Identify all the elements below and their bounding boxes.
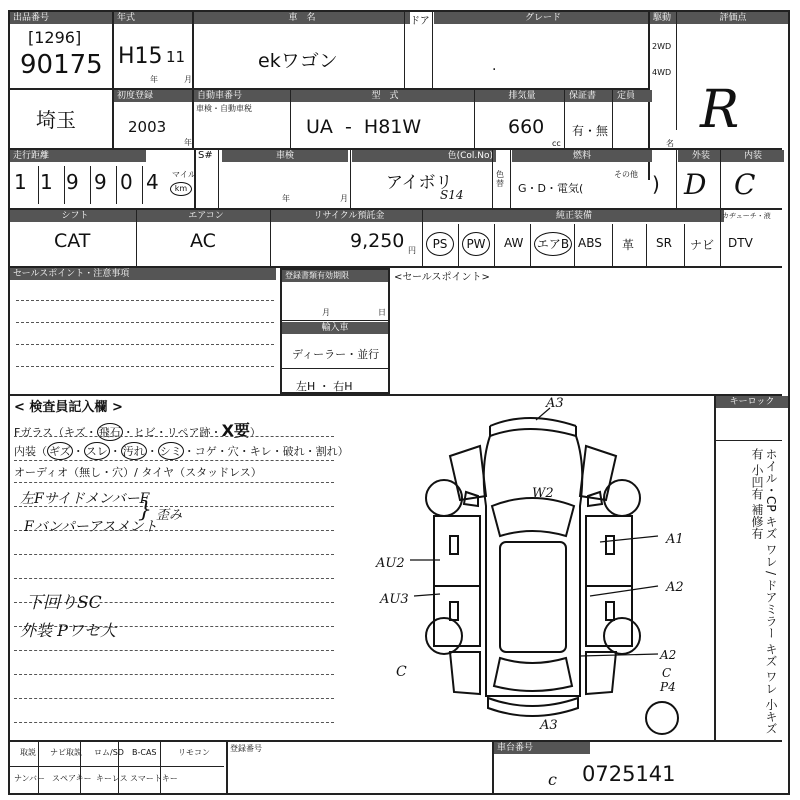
- regdoc-label: 登録書類有効期限: [282, 270, 388, 282]
- equip-item: SR: [656, 236, 672, 250]
- year-month: 11: [166, 48, 186, 66]
- shift-label: シフト: [10, 210, 140, 222]
- drive-label: 駆動: [650, 12, 680, 24]
- equip-item: PW: [462, 232, 490, 256]
- year-label: 年式: [114, 12, 196, 24]
- wheel-rear-right: [604, 618, 640, 654]
- equip-item: ナビ: [690, 238, 715, 252]
- color-code: S14: [440, 188, 464, 202]
- ac-value: AC: [190, 230, 216, 252]
- exterior-grade-label: 外装: [678, 150, 724, 162]
- handwritten-note-1: 左FサイドメンバーF: [20, 491, 150, 507]
- footer-item: ナビ取説: [50, 748, 82, 757]
- footer-item: B-CAS: [132, 748, 157, 757]
- mileage-digit: 9: [94, 170, 107, 194]
- lot-sub: [1296]: [28, 28, 82, 47]
- handwritten-note-3: 外装 Pワセ大: [20, 621, 116, 640]
- grade-mark: ·: [492, 62, 497, 78]
- door-label: ドア: [410, 16, 430, 27]
- equip-item: PS: [426, 232, 454, 256]
- footer-item: リモコン: [178, 748, 210, 757]
- left-rear-fender: [450, 652, 480, 694]
- front-bumper: [490, 418, 576, 426]
- door-handle: [450, 536, 458, 554]
- interior-grade-label: 内装: [722, 150, 784, 162]
- handwritten-note-1b: Fバンパーアスメント: [24, 519, 158, 535]
- wheel-front-left: [426, 480, 462, 516]
- inspector-title: < 検査員記入欄 >: [14, 400, 123, 415]
- shift-value: CAT: [54, 230, 91, 252]
- color-value: アイボリ: [386, 173, 453, 193]
- damage-a2: A2: [666, 580, 684, 595]
- inspector-line-audio: オーディオ（無し・穴）/ タイヤ（スタッドレス）: [14, 466, 262, 479]
- mileage-digit: 9: [66, 170, 79, 194]
- import-type: ディーラー・並行: [292, 348, 380, 361]
- lot-label: 出品番号: [10, 12, 120, 24]
- year-era: H15: [118, 44, 163, 69]
- warranty-value: 有・無: [572, 124, 609, 138]
- fuel-options: G・D・電気(: [518, 182, 584, 195]
- interior-grade: C: [734, 168, 756, 201]
- import-label: 輸入車: [282, 322, 388, 334]
- glass-stone: 飛石: [97, 423, 123, 441]
- damage-a1: A1: [666, 532, 684, 547]
- interior-text: ・: [72, 445, 84, 458]
- mileage-digits: [14, 170, 184, 198]
- rear-bumper: [488, 698, 578, 716]
- windshield: [492, 498, 574, 536]
- km-label: km: [170, 182, 192, 196]
- roof: [500, 542, 566, 652]
- grade-label: グレード: [434, 12, 652, 24]
- plate-label: 自動車番号: [194, 90, 294, 102]
- door-handle: [606, 602, 614, 620]
- interior-scratch: ギズ: [47, 442, 73, 460]
- seats-unit: 名: [666, 139, 674, 148]
- mileage-digit: 1: [14, 170, 27, 194]
- fuel-other: その他: [614, 170, 638, 179]
- right-rear-fender: [586, 652, 616, 694]
- inspector-line-glass: [14, 418, 261, 441]
- lot-number: 90175: [20, 50, 103, 80]
- car-body: [484, 436, 583, 696]
- sidebar-vertical-text: ホイル・CP キズ ワレ / ドアミラー キズ ワレ 小キズ有 小凹有 補修有: [750, 448, 778, 735]
- cc-label: 排気量: [476, 90, 568, 102]
- regdoc-month: 月: [322, 308, 330, 317]
- handwritten-bracket: }: [138, 498, 152, 523]
- right-front-door: [586, 516, 632, 586]
- footer-item: スペアキー: [52, 774, 92, 783]
- reg-number-label: 登録番号: [230, 744, 262, 753]
- glass-replace: X要: [221, 421, 250, 440]
- damage-a2-rear: A2: [660, 648, 677, 662]
- equip-item: DTV: [728, 236, 753, 250]
- recycle-value: 9,250: [350, 230, 405, 252]
- inspection-month-unit: 月: [340, 194, 348, 203]
- ac-label: エアコン: [138, 210, 274, 222]
- recycle-label: リサイクル預託金: [272, 210, 426, 222]
- first-reg-label: 初度登録: [114, 90, 196, 102]
- color-label: 色(Col.No): [352, 150, 496, 162]
- damage-w2: W2: [532, 486, 554, 501]
- car-name-label: 車 名: [194, 12, 410, 24]
- warranty-label: 保証書: [566, 90, 616, 102]
- first-reg-year-unit: 年: [184, 138, 192, 147]
- equip-item: ABS: [578, 236, 602, 250]
- first-reg-year: 2003: [128, 118, 167, 136]
- interior-text: ・コゲ・穴・キレ・破れ・割れ）: [183, 445, 349, 458]
- mile-label: マイル: [172, 170, 196, 179]
- handwritten-note-1c: 歪み: [156, 508, 183, 523]
- handwritten-note-2: 下回りSC: [26, 593, 102, 613]
- damage-au2: AU2: [376, 556, 405, 571]
- model-code: UA - H81W: [306, 116, 422, 138]
- chassis-number: 0725141: [582, 762, 676, 786]
- year-unit: 年: [150, 75, 158, 84]
- footer-item: スマートキー: [130, 774, 178, 783]
- car-name: ekワゴン: [258, 50, 338, 72]
- damage-c-rear: C: [662, 666, 672, 680]
- equip-item: AW: [504, 236, 524, 250]
- recycle-unit: 円: [408, 246, 416, 255]
- damage-a3-top: A3: [546, 396, 564, 411]
- spare-wheel: [646, 702, 678, 734]
- key-lock-label: キーロック: [716, 396, 788, 408]
- handle-side: 左H ・ 右H: [296, 380, 353, 393]
- glass-text: Fガラス（キズ・: [14, 426, 97, 439]
- prefecture: 埼玉: [36, 108, 76, 132]
- fuel-label: 燃料: [512, 150, 652, 162]
- glass-text: ・ヒビ・リペア跡・: [122, 426, 222, 439]
- cas-label: カヂューチ・液: [722, 212, 771, 220]
- interior-text: ・: [109, 445, 121, 458]
- cc-value: 660: [508, 116, 545, 138]
- inspection-year-unit: 年: [282, 194, 290, 203]
- sales-label: セールスポイント・注意事項: [10, 268, 276, 280]
- damage-a3-bottom: A3: [540, 718, 558, 733]
- color-change: 色替: [496, 170, 504, 188]
- damage-au3: AU3: [380, 592, 409, 607]
- wheel-front-right: [604, 480, 640, 516]
- chassis-label: 車台番号: [494, 742, 590, 754]
- drive-4wd: 4WD: [652, 68, 672, 77]
- interior-stain: シミ: [158, 442, 184, 460]
- interior-rub: スレ: [84, 442, 110, 460]
- seats-label: 定員: [614, 90, 652, 102]
- model-label: 型 式: [292, 90, 478, 102]
- door-handle: [450, 602, 458, 620]
- score-value: R: [700, 80, 740, 140]
- mileage-digit: 1: [40, 170, 53, 194]
- footer-item: ナンバー: [14, 774, 46, 783]
- fuel-close: ): [652, 172, 660, 196]
- s-mark: S#: [198, 150, 213, 161]
- glass-text: ）: [249, 426, 261, 439]
- score-label: 評価点: [678, 12, 788, 24]
- damage-p-rear: P4: [660, 680, 676, 694]
- inspector-line-interior: [14, 442, 349, 460]
- footer-item: 取説: [20, 748, 36, 757]
- footer-item: ロム/SD: [94, 748, 124, 757]
- mileage-digit: 4: [146, 170, 159, 194]
- month-unit: 月: [184, 75, 192, 84]
- plate-sub: 車検・自動車税: [196, 104, 252, 113]
- inspection-label: 車検: [222, 150, 348, 162]
- damage-c-left: C: [396, 664, 407, 680]
- sales-point-label: <セールスポイント>: [394, 272, 490, 283]
- regdoc-day: 日: [378, 308, 386, 317]
- footer-item: キーレス: [96, 774, 128, 783]
- interior-text: ・: [146, 445, 158, 458]
- equip-label: 純正装備: [424, 210, 724, 222]
- cc-unit: cc: [552, 139, 561, 148]
- exterior-grade: D: [684, 168, 707, 201]
- chassis-prefix: c: [548, 770, 557, 789]
- door-handle: [606, 536, 614, 554]
- mileage-label: 走行距離: [10, 150, 146, 162]
- interior-text: 内装（: [14, 445, 47, 458]
- rear-window: [494, 658, 572, 691]
- drive-2wd: 2WD: [652, 42, 672, 51]
- wheel-rear-left: [426, 618, 462, 654]
- equip-item: 革: [622, 238, 635, 252]
- equip-item: エアB: [534, 232, 572, 256]
- interior-dirt: 汚れ: [121, 442, 147, 460]
- mileage-digit: 0: [120, 170, 133, 194]
